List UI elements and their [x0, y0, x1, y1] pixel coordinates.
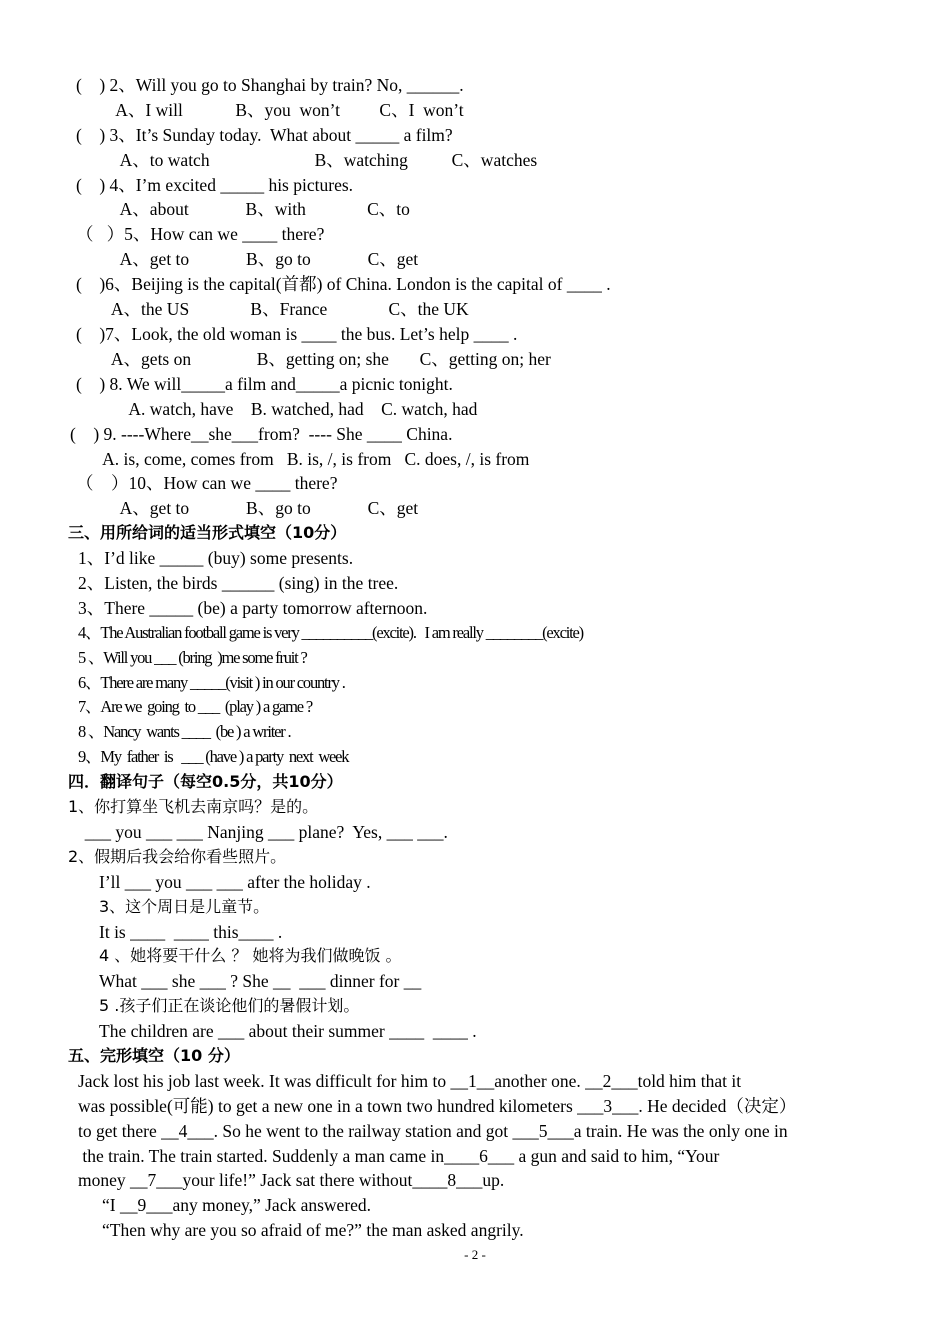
- translate-prompt: 4 、她将要干什么 ？ 她将为我们做晚饭 。: [99, 946, 402, 965]
- section-title: 五、完形填空（10 分）: [68, 1046, 240, 1065]
- mc-options: A. watch, have B. watched, had C. watch, had: [90, 399, 478, 419]
- mc-line: ( )7、Look, the old woman is ____ the bus. Let’s help ____ .: [76, 324, 518, 344]
- mc-options: A、the US B、France C、the UK: [90, 299, 469, 319]
- page-number: - 2 -: [464, 1247, 486, 1262]
- fill-item: 6、There are many _____(visit ) in our country .: [78, 673, 345, 692]
- mc-line: ( ) 8. We will_____a film and_____a picnic tonight.: [76, 374, 453, 394]
- mc-line: ( ) 3、It’s Sunday today. What about _____ a film?: [76, 125, 453, 145]
- cloze-line: the train. The train started. Suddenly a man came in____6___ a gun and said to him, “Your: [78, 1146, 720, 1166]
- mc-line: ( ) 4、I’m excited _____ his pictures.: [76, 175, 354, 195]
- cloze-line: money __7___your life!” Jack sat there without____8___up.: [78, 1170, 505, 1190]
- section-title: 四．翻译句子（每空0.5分，共10分）: [68, 772, 343, 791]
- mc-options: A、to watch B、watching C、watches: [90, 150, 538, 170]
- mc-options: A、gets on B、getting on; she C、getting on; her: [90, 349, 551, 369]
- translate-answer: The children are ___ about their summer ____ ____ .: [99, 1021, 477, 1041]
- mc-options: A、about B、with C、to: [90, 199, 410, 219]
- mc-options: A、I will B、you won’t C、I won’t: [90, 100, 464, 120]
- fill-item: 5 、Will you ___ (bring )me some fruit ?: [78, 648, 307, 667]
- mc-line: （ ）10、How can we ____ there?: [76, 473, 338, 493]
- cloze-line: was possible(可能) to get a new one in a town two hundred kilometers ___3___. He decided（决定）: [78, 1096, 797, 1116]
- cloze-line: “Then why are you so afraid of me?” the man asked angrily.: [102, 1220, 524, 1240]
- mc-line: ( ) 2、Will you go to Shanghai by train? No, ______.: [76, 75, 464, 95]
- mc-options: A. is, come, comes from B. is, /, is from C. does, /, is from: [90, 449, 530, 469]
- translate-answer: What ___ she ___ ? She __ ___ dinner for __: [99, 971, 422, 991]
- fill-item: 1、I’d like _____ (buy) some presents.: [78, 548, 354, 568]
- translate-answer: I’ll ___ you ___ ___ after the holiday .: [99, 872, 371, 892]
- fill-item: 7、Are we going to ___ (play ) a game ?: [78, 697, 312, 716]
- translate-answer: It is ____ ____ this____ .: [99, 922, 283, 942]
- cloze-line: “I __9___any money,” Jack answered.: [102, 1195, 372, 1215]
- mc-options: A、get to B、go to C、get: [90, 249, 419, 269]
- translate-answer: ___ you ___ ___ Nanjing ___ plane? Yes, ___ ___.: [76, 822, 448, 842]
- fill-item: 9、My father is ___ (have ) a party next week: [78, 747, 349, 766]
- cloze-line: to get there __4___. So he went to the railway station and got ___5___a train. He was the only one in: [78, 1121, 788, 1141]
- cloze-line: Jack lost his job last week. It was difficult for him to __1__another one. __2___told him that it: [78, 1071, 742, 1091]
- translate-prompt: 2、假期后我会给你看些照片。: [68, 847, 287, 866]
- fill-item: 2、Listen, the birds ______ (sing) in the tree.: [78, 573, 399, 593]
- mc-line: ( ) 9. ----Where__she___from? ---- She ____ China.: [70, 424, 453, 444]
- mc-line: ( )6、Beijing is the capital(首都) of China. London is the capital of ____ .: [76, 274, 611, 294]
- fill-item: 8 、Nancy wants ____ (be ) a writer .: [78, 722, 291, 741]
- fill-item: 3、There _____ (be) a party tomorrow afternoon.: [78, 598, 428, 618]
- fill-item: 4、The Australian football game is very __________(excite). I am really ________(excite): [78, 623, 583, 642]
- section-title: 三、用所给词的适当形式填空（10分）: [68, 523, 347, 542]
- mc-options: A、get to B、go to C、get: [90, 498, 419, 518]
- mc-line: （ ）5、How can we ____ there?: [76, 224, 325, 244]
- translate-prompt: 3、这个周日是儿童节。: [99, 897, 270, 916]
- translate-prompt: 5 .孩子们正在谈论他们的暑假计划。: [99, 996, 360, 1015]
- translate-prompt: 1、你打算坐飞机去南京吗？是的。: [68, 797, 319, 816]
